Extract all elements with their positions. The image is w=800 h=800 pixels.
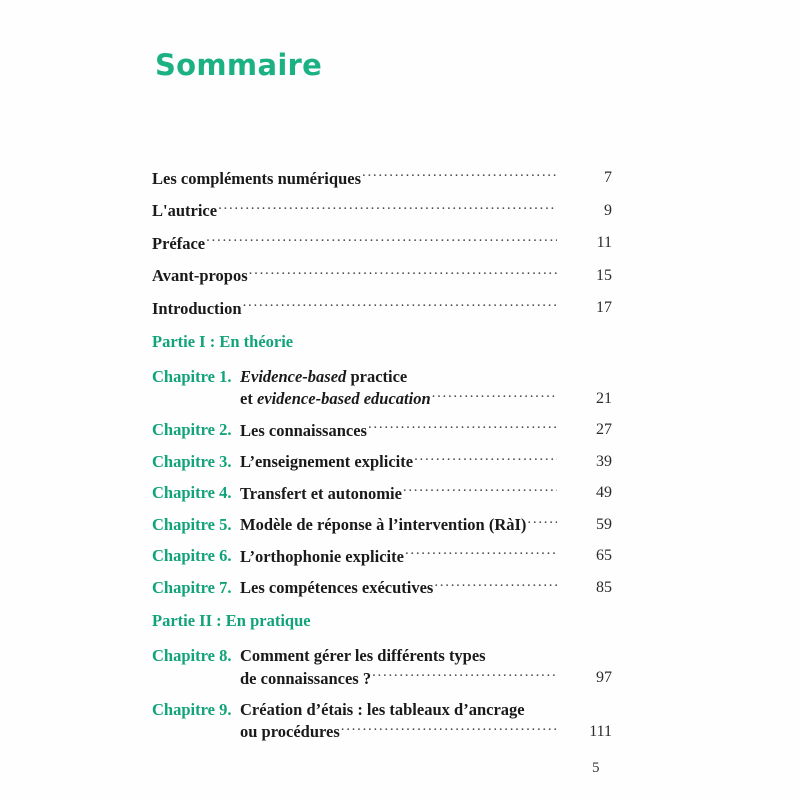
dot-leader	[432, 388, 557, 405]
toc-entry-chapter[interactable]	[152, 577, 612, 600]
toc-entry-title: Avant-propos	[152, 266, 248, 285]
toc-entry-title-column	[240, 577, 558, 600]
dot-leader	[362, 167, 557, 184]
toc-entry-title-column	[240, 645, 558, 690]
toc-entry-front[interactable]	[152, 265, 612, 288]
chapter-label: Chapitre 1.	[152, 366, 232, 386]
toc-entry-page: 15	[596, 266, 612, 284]
toc-entry-title-line1: Comment gérer les différents types	[240, 646, 486, 665]
toc-entry-title-column	[240, 545, 558, 568]
title-roman-part: practice	[346, 366, 408, 386]
toc-entry-title-column	[152, 265, 558, 288]
toc-entry-title: Les connaissances	[240, 420, 367, 440]
toc-entry-title: Les compétences exécutives	[240, 578, 434, 597]
toc-entry-title-column	[240, 482, 558, 505]
toc-entry-page: 59	[596, 515, 612, 533]
page-title: Sommaire	[155, 48, 323, 82]
part-heading-2: Partie II : En pratique	[152, 611, 311, 630]
toc-entry-chapter[interactable]	[152, 366, 612, 411]
toc-entry-chapter[interactable]	[152, 451, 612, 474]
toc-entry-title: L’enseignement explicite	[240, 452, 414, 471]
toc-entry-chapter[interactable]	[152, 419, 612, 442]
title-italic-part: Evidence-based	[240, 366, 347, 386]
toc-entry-title: Transfert et autonomie	[240, 483, 402, 503]
toc-entry-chapter[interactable]	[152, 482, 612, 505]
dot-leader	[405, 545, 557, 562]
toc-entry-page: 65	[596, 547, 612, 564]
title-italic-part: evidence-based education	[256, 389, 431, 408]
toc-entry-title: Modèle de réponse à l’intervention (RàI)	[240, 515, 527, 534]
dot-leader	[218, 200, 557, 217]
toc-entry-page: 85	[596, 578, 612, 596]
folio-page-number: 5	[592, 760, 600, 776]
toc-entry-title-line2: ou procédures	[240, 722, 340, 741]
toc-entry-title-line2: de connaissances ?	[240, 668, 372, 688]
dot-leader	[403, 482, 557, 499]
toc-entry-chapter[interactable]	[152, 699, 612, 744]
title-roman-part: et	[240, 389, 257, 408]
chapter-label: Chapitre 5.	[152, 514, 232, 534]
dot-leader	[243, 297, 557, 314]
toc-entry-title-column	[240, 419, 558, 442]
chapter-label: Chapitre 4.	[152, 483, 232, 502]
toc-entry-front[interactable]	[152, 167, 612, 190]
toc-entry-title: Les compléments numériques	[152, 168, 361, 188]
chapter-page-number: 97	[596, 669, 612, 686]
toc-entry-front[interactable]	[152, 232, 612, 255]
part-heading-1: Partie I : En théorie	[152, 331, 294, 351]
toc-entry-title: Introduction	[152, 298, 242, 318]
dot-leader	[414, 451, 557, 468]
toc-entry-page: 7	[604, 169, 612, 186]
toc-entry-page	[558, 699, 612, 743]
chapter-label: Chapitre 8.	[152, 646, 232, 665]
dot-leader	[527, 514, 557, 531]
dot-leader	[206, 232, 557, 249]
toc-entry-page: 11	[596, 234, 612, 251]
chapter-page-number: 21	[596, 389, 612, 407]
chapter-label: Chapitre 2.	[152, 420, 232, 439]
toc-entry-page: 27	[596, 421, 612, 438]
toc-entry-page	[558, 366, 612, 410]
toc-entry-title-line1	[240, 366, 407, 388]
toc-entry-chapter[interactable]	[152, 514, 612, 537]
toc-entries-list	[152, 167, 612, 752]
toc-entry-page	[558, 645, 612, 689]
toc-entry-title-column	[152, 232, 558, 255]
toc-entry-title-column	[152, 167, 558, 190]
toc-entry-title-column	[240, 366, 558, 411]
toc-entry-page: 17	[596, 299, 612, 316]
toc-entry-chapter[interactable]	[152, 545, 612, 568]
toc-entry-title-line2	[240, 388, 431, 410]
toc-entry-title: L'autrice	[152, 201, 218, 220]
chapter-label: Chapitre 6.	[152, 546, 232, 565]
toc-entry-title: Préface	[152, 233, 206, 253]
toc-entry-front[interactable]	[152, 200, 612, 223]
toc-entry-chapter[interactable]	[152, 645, 612, 690]
toc-entry-front[interactable]	[152, 297, 612, 320]
toc-entry-title: L’orthophonie explicite	[240, 546, 404, 566]
toc-entry-page: 39	[596, 452, 612, 470]
dot-leader	[434, 577, 557, 594]
toc-entry-page: 9	[604, 201, 612, 219]
dot-leader	[249, 265, 557, 282]
toc-entry-title-column	[152, 297, 558, 320]
toc-entry-title-column	[152, 200, 558, 223]
chapter-page-number: 111	[589, 722, 612, 740]
toc-entry-title-line1: Création d’étais : les tableaux d’ancrage	[240, 699, 525, 719]
chapter-label: Chapitre 9.	[152, 699, 232, 719]
dot-leader	[372, 667, 557, 684]
dot-leader	[368, 419, 557, 436]
toc-entry-page: 49	[596, 484, 612, 501]
toc-entry-title-column	[240, 451, 558, 474]
chapter-label: Chapitre 7.	[152, 577, 232, 597]
toc-entry-title-column	[240, 699, 558, 744]
chapter-label: Chapitre 3.	[152, 451, 232, 471]
dot-leader	[341, 721, 557, 738]
toc-entry-title-column	[240, 514, 558, 537]
